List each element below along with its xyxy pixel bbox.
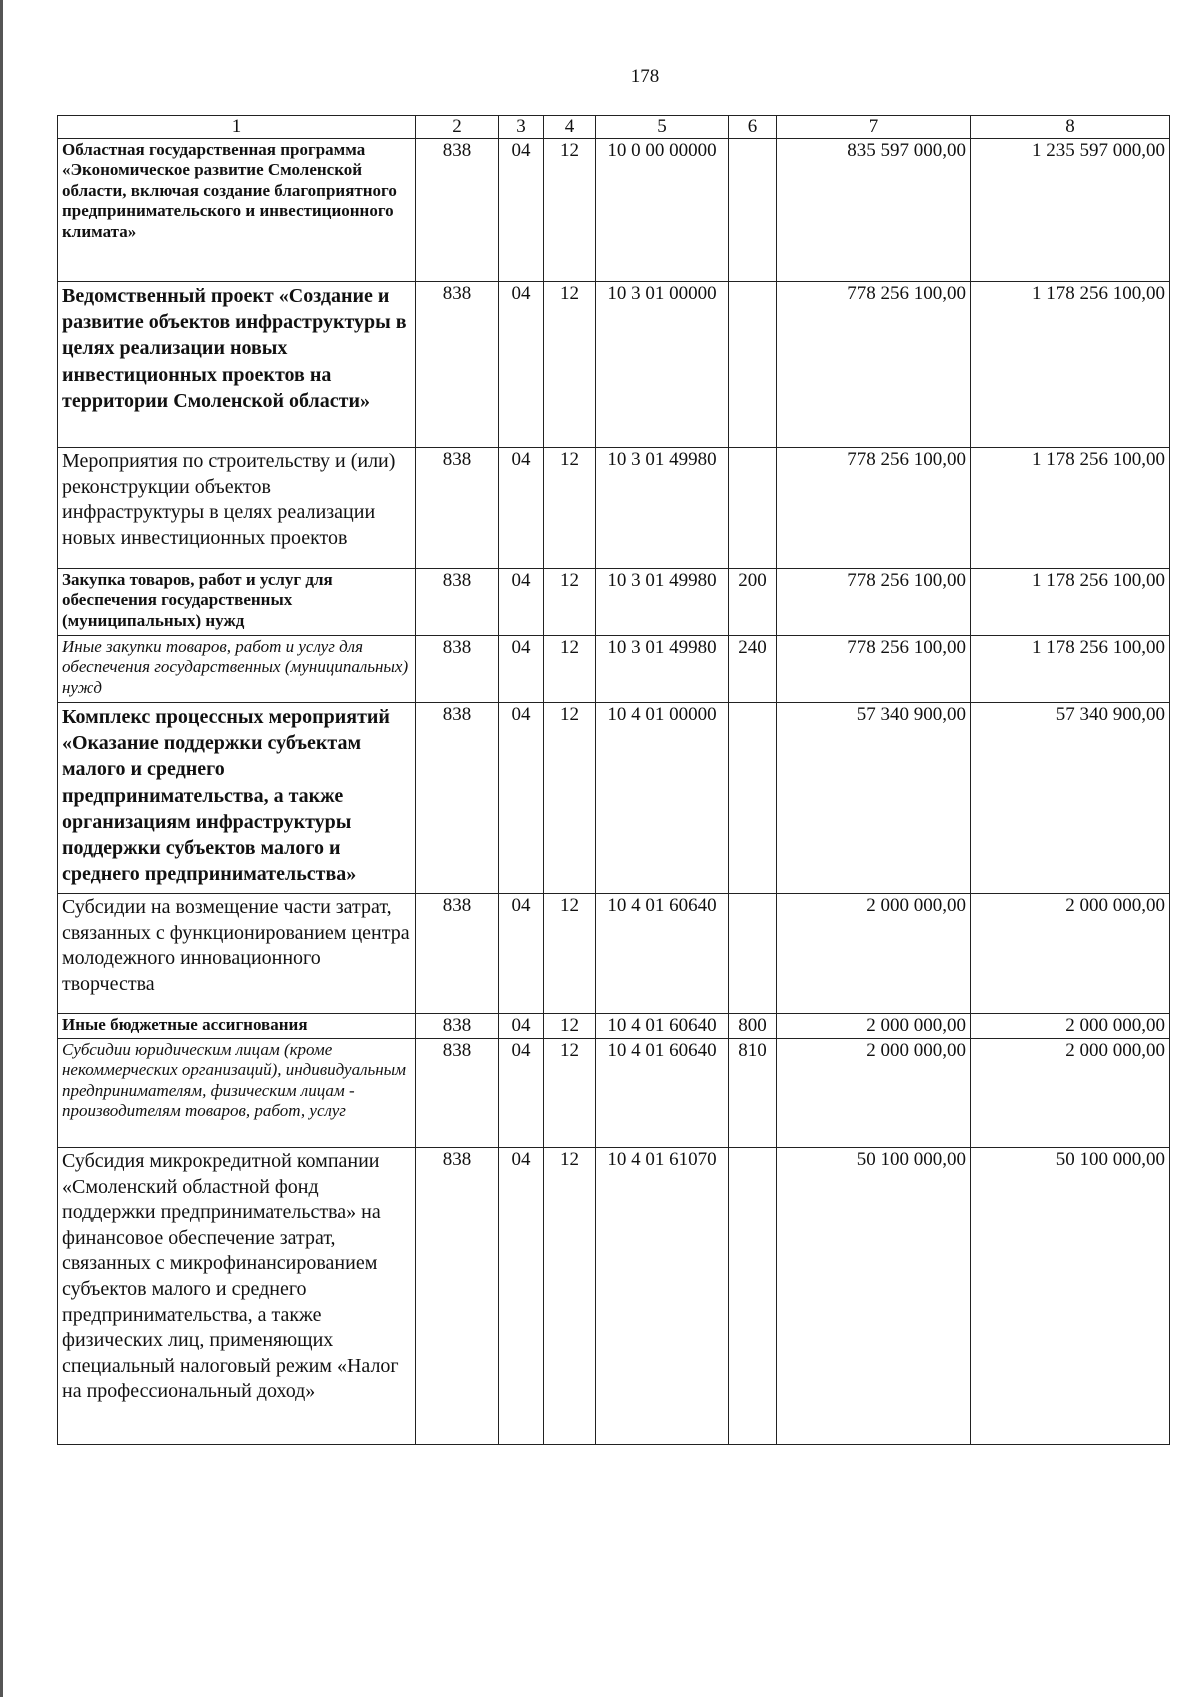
- row-name: Мероприятия по строительству и (или) реконструкции объектов инфраструктуры в целях реализации новых инвестиционных проектов: [58, 448, 416, 569]
- row-amount-col7: 778 256 100,00: [777, 569, 971, 636]
- header-col-7: 7: [777, 116, 971, 139]
- row-amount-col8: 2 000 000,00: [971, 894, 1170, 1014]
- row-target-article: 10 4 01 61070: [596, 1148, 729, 1445]
- budget-table: [57, 115, 1170, 1445]
- row-ministry-code: 838: [416, 1014, 499, 1039]
- row-ministry-code: 838: [416, 282, 499, 448]
- row-section: 04: [499, 894, 544, 1014]
- row-subsection: 12: [544, 1039, 596, 1148]
- header-col-8: 8: [971, 116, 1170, 139]
- row-section: 04: [499, 282, 544, 448]
- header-col-1: 1: [58, 116, 416, 139]
- row-subsection: 12: [544, 139, 596, 282]
- header-col-2: 2: [416, 116, 499, 139]
- row-target-article: 10 0 00 00000: [596, 139, 729, 282]
- row-target-article: 10 4 01 60640: [596, 1039, 729, 1148]
- row-target-article: 10 4 01 60640: [596, 1014, 729, 1039]
- row-amount-col8: 2 000 000,00: [971, 1014, 1170, 1039]
- row-name: Комплекс процессных мероприятий «Оказание поддержки субъектам малого и среднего предпринимательства, а также организациям инфраструктуры поддержки субъектов малого и среднего предпринимательства»: [58, 703, 416, 894]
- row-ministry-code: 838: [416, 139, 499, 282]
- row-expense-type: 810: [729, 1039, 777, 1148]
- row-section: 04: [499, 569, 544, 636]
- row-amount-col8: 1 178 256 100,00: [971, 448, 1170, 569]
- row-subsection: 12: [544, 1014, 596, 1039]
- row-amount-col7: 2 000 000,00: [777, 1014, 971, 1039]
- table-row: [58, 1148, 1170, 1445]
- row-ministry-code: 838: [416, 569, 499, 636]
- row-subsection: 12: [544, 569, 596, 636]
- row-section: 04: [499, 448, 544, 569]
- header-col-4: 4: [544, 116, 596, 139]
- row-name: Ведомственный проект «Создание и развитие объектов инфраструктуры в целях реализации новых инвестиционных проектов на территории Смоленской области»: [58, 282, 416, 448]
- row-section: 04: [499, 1148, 544, 1445]
- row-name: Иные бюджетные ассигнования: [58, 1014, 416, 1039]
- header-col-6: 6: [729, 116, 777, 139]
- row-amount-col8: 57 340 900,00: [971, 703, 1170, 894]
- row-amount-col8: 1 235 597 000,00: [971, 139, 1170, 282]
- table-row: [58, 894, 1170, 1014]
- row-section: 04: [499, 139, 544, 282]
- row-subsection: 12: [544, 282, 596, 448]
- row-name: Областная государственная программа «Экономическое развитие Смоленской области, включая создание благоприятного предпринимательского и инвестиционного климата»: [58, 139, 416, 282]
- row-section: 04: [499, 1039, 544, 1148]
- row-section: 04: [499, 1014, 544, 1039]
- row-name: Субсидии на возмещение части затрат, связанных с функционированием центра молодежного инновационного творчества: [58, 894, 416, 1014]
- row-target-article: 10 3 01 00000: [596, 282, 729, 448]
- page-number: 178: [630, 66, 660, 87]
- row-ministry-code: 838: [416, 894, 499, 1014]
- table-row: [58, 636, 1170, 703]
- row-expense-type: [729, 282, 777, 448]
- row-expense-type: [729, 703, 777, 894]
- table-header-row: [58, 116, 1170, 139]
- row-amount-col8: 2 000 000,00: [971, 1039, 1170, 1148]
- header-col-3: 3: [499, 116, 544, 139]
- row-amount-col8: 50 100 000,00: [971, 1148, 1170, 1445]
- row-amount-col7: 50 100 000,00: [777, 1148, 971, 1445]
- row-expense-type: [729, 139, 777, 282]
- row-target-article: 10 4 01 60640: [596, 894, 729, 1014]
- table-row: [58, 448, 1170, 569]
- row-section: 04: [499, 703, 544, 894]
- table-body: [58, 139, 1170, 1445]
- row-name: Субсидия микрокредитной компании «Смоленский областной фонд поддержки предпринимательства» на финансовое обеспечение затрат, связанных с микрофинансированием субъектов малого и среднего предпринимательства, а также физических лиц, применяющих специальный налоговый режим «Налог на профессиональный доход»: [58, 1148, 416, 1445]
- row-ministry-code: 838: [416, 1039, 499, 1148]
- row-name: Субсидии юридическим лицам (кроме некоммерческих организаций), индивидуальным предпринимателям, физическим лицам - производителям товаров, работ, услуг: [58, 1039, 416, 1148]
- row-expense-type: 800: [729, 1014, 777, 1039]
- table-row: [58, 1014, 1170, 1039]
- row-subsection: 12: [544, 448, 596, 569]
- table-row: [58, 569, 1170, 636]
- row-expense-type: [729, 448, 777, 569]
- row-amount-col7: 2 000 000,00: [777, 894, 971, 1014]
- row-section: 04: [499, 636, 544, 703]
- row-target-article: 10 3 01 49980: [596, 448, 729, 569]
- table-row: [58, 282, 1170, 448]
- page-left-edge: [0, 0, 3, 1697]
- row-amount-col7: 835 597 000,00: [777, 139, 971, 282]
- row-amount-col8: 1 178 256 100,00: [971, 569, 1170, 636]
- row-ministry-code: 838: [416, 703, 499, 894]
- table-row: [58, 1039, 1170, 1148]
- row-amount-col7: 778 256 100,00: [777, 282, 971, 448]
- row-name: Иные закупки товаров, работ и услуг для обеспечения государственных (муниципальных) нужд: [58, 636, 416, 703]
- row-amount-col8: 1 178 256 100,00: [971, 636, 1170, 703]
- row-subsection: 12: [544, 636, 596, 703]
- row-subsection: 12: [544, 894, 596, 1014]
- table-row: [58, 139, 1170, 282]
- row-target-article: 10 3 01 49980: [596, 569, 729, 636]
- row-subsection: 12: [544, 703, 596, 894]
- row-subsection: 12: [544, 1148, 596, 1445]
- row-expense-type: [729, 894, 777, 1014]
- row-expense-type: 240: [729, 636, 777, 703]
- row-amount-col7: 57 340 900,00: [777, 703, 971, 894]
- row-ministry-code: 838: [416, 448, 499, 569]
- row-ministry-code: 838: [416, 636, 499, 703]
- row-expense-type: [729, 1148, 777, 1445]
- header-col-5: 5: [596, 116, 729, 139]
- row-name: Закупка товаров, работ и услуг для обеспечения государственных (муниципальных) нужд: [58, 569, 416, 636]
- row-target-article: 10 3 01 49980: [596, 636, 729, 703]
- row-amount-col7: 2 000 000,00: [777, 1039, 971, 1148]
- row-amount-col7: 778 256 100,00: [777, 636, 971, 703]
- row-amount-col7: 778 256 100,00: [777, 448, 971, 569]
- row-expense-type: 200: [729, 569, 777, 636]
- row-amount-col8: 1 178 256 100,00: [971, 282, 1170, 448]
- row-ministry-code: 838: [416, 1148, 499, 1445]
- table-row: [58, 703, 1170, 894]
- row-target-article: 10 4 01 00000: [596, 703, 729, 894]
